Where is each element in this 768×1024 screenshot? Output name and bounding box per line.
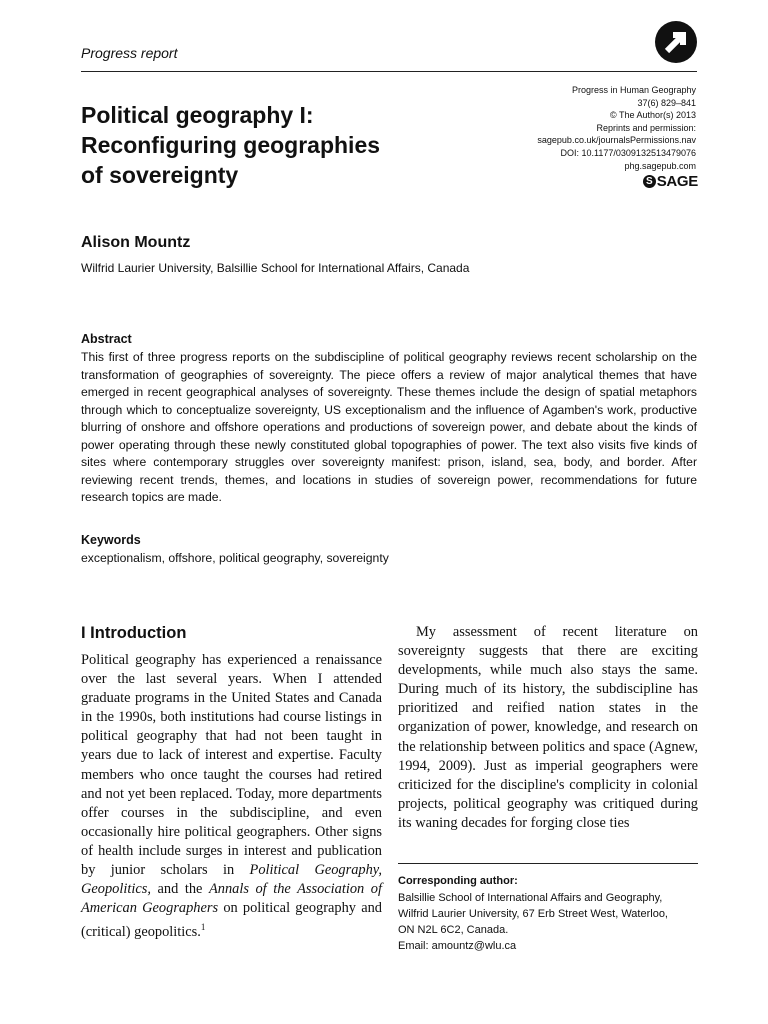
sage-s-icon: S [643,175,656,188]
volume-pages: 37(6) 829–841 [637,97,696,108]
address-line: ON N2L 6C2, Canada. [398,924,509,936]
body-paragraph: Political geography has experienced a renaissance over the last several years. When I attended graduate programs in the United States and Canada in the 1990s, both institutions had course listings in political geography that had not been taught in years due to lack of interest and expertise. Faculty members who once taught the courses had retired and not yet been replaced. Today, more departments offer courses in the subdiscipline, and even occasionally hire political geographers. Other signs of health include surges in interest and publication by junior scholars in Political Geography, Geopolitics, and the Annals of the Association of American Geographers on political geography and (critical) geopolitics.$^1$ [81,652,382,941]
title-line: of sovereignty [81,162,239,188]
abstract-heading: Abstract [81,332,132,346]
publisher-logo [643,173,698,190]
running-header: Progress report [81,45,178,61]
permissions-link[interactable]: sagepub.co.uk/journalsPermissions.nav [537,135,696,146]
body-column-right [398,623,698,833]
address-line: Wilfrid Laurier University, 67 Erb Street West, Waterloo, [398,908,668,920]
journal-metadata [537,84,696,172]
arrow-circle-icon [654,20,698,64]
address-line: Balsillie School of International Affairs and Geography, [398,892,663,904]
keywords-text: exceptionalism, offshore, political geography, sovereignty [81,551,389,565]
doi[interactable]: DOI: 10.1177/0309132513479076 [560,147,696,158]
corresponding-author-details [398,890,698,954]
header-rule [81,71,697,72]
author-name: Alison Mountz [81,234,191,251]
journal-name: Progress in Human Geography [571,85,696,95]
corresponding-author-heading: Corresponding author: [398,875,518,887]
abstract-text: This first of three progress reports on the subdiscipline of political geography reviews recent scholarship on the transformation of geographies of sovereignty. The piece offers a review of major analytical themes that have emerged in recent geographical analyses of sovereignty. These themes include the design of spatial metaphors through which to conceptualize sovereignty, US exceptionalism and the influence of Agamben's work, productive blurring of onshore and offshore operations and productions of sovereign power, and debate about the kinds of power operating through these newly constituted global topographies of power. The text also visits five kinds of sites where contemporary struggles over sovereignty manifest: prison, island, sea, body, and border. After reviewing recent trends, themes, and locations in studies of sovereign power, recommendations for future research topics are made. [81,350,697,504]
publisher-name: SAGE [656,173,698,190]
title-line: Political geography I: [81,102,314,128]
body-paragraph: My assessment of recent literature on sovereignty suggests that there are exciting developments, while much also stays the same. During much of its history, the subdiscipline has prioritized and reified nation states in the organization of power, knowledge, and research on the relationship between politics and space (Agnew, 1994, 2009). Just as imperial geographers were criticized for the discipline's complicity in colonial projects, political geography was critiqued during its waning decades for forging close ties [398,624,698,831]
copyright: © The Author(s) 2013 [609,110,696,121]
footnote-marker[interactable]: 1 [200,922,206,933]
footnote-rule [398,863,698,864]
title-line: Reconfiguring geographies [81,132,381,158]
keywords-heading: Keywords [81,533,141,547]
journal-url[interactable]: phg.sagepub.com [624,160,696,171]
body-column-left [81,651,382,942]
reprints-label: Reprints and permission: [596,122,696,133]
author-affiliation: Wilfrid Laurier University, Balsillie School for International Affairs, Canada [81,261,470,275]
section-heading: I Introduction [81,624,187,642]
article-title [81,100,501,190]
email[interactable]: Email: amountz@wlu.ca [398,940,517,952]
